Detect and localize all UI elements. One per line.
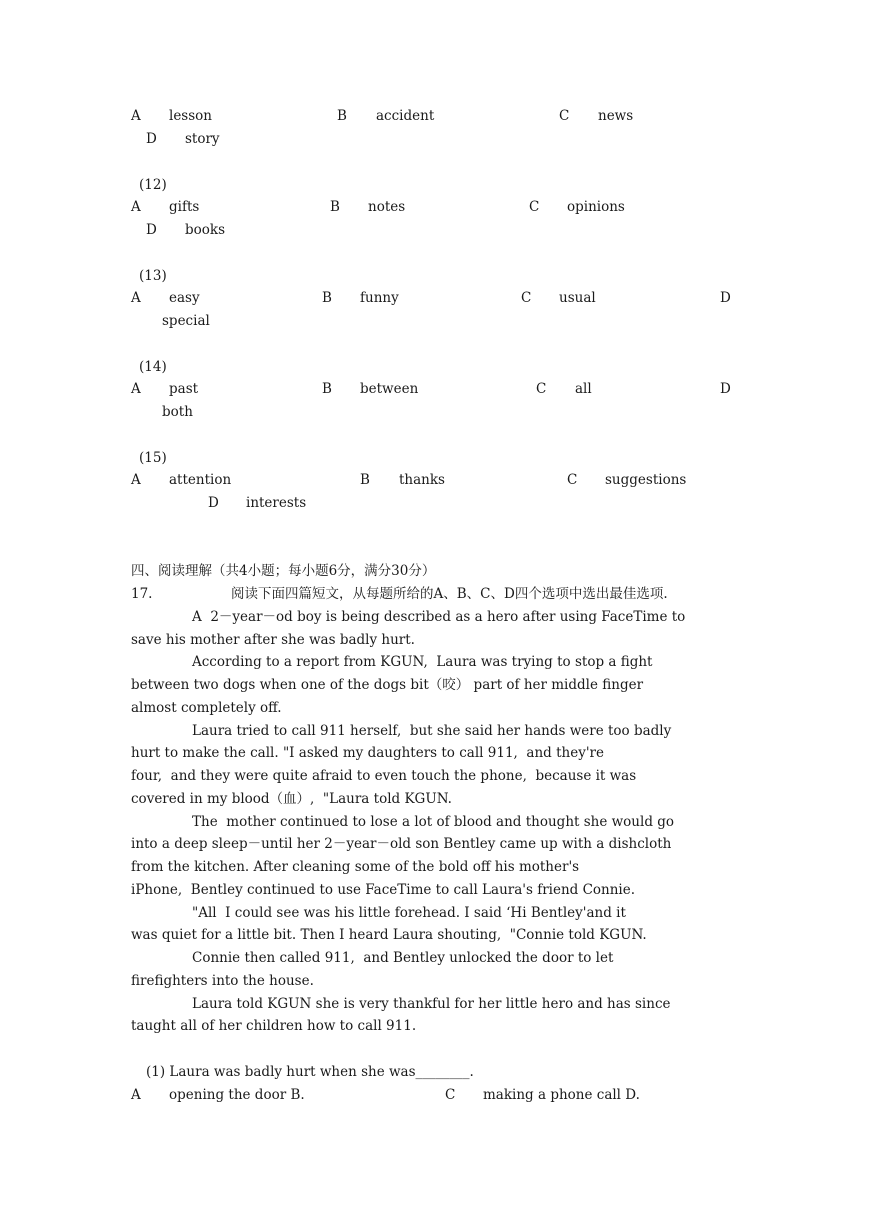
q13-option-c-text: usual	[559, 290, 596, 306]
q14-option-b-letter: B	[322, 381, 332, 397]
sub-question-1-option-c-letter: C	[445, 1087, 456, 1103]
q12-option-c-letter: C	[529, 199, 540, 215]
q14-option-c-letter: C	[536, 381, 547, 397]
q12-option-c-text: opinions	[567, 199, 625, 215]
q15-option-b-text: thanks	[399, 472, 445, 488]
q11-option-c-letter: C	[559, 108, 570, 124]
q14-option-d-text: both	[162, 404, 193, 420]
passage-line: four, and they were quite afraid to even touch the phone, because it was	[131, 768, 637, 784]
question-17-number: 17.	[131, 586, 153, 602]
q12-option-b-text: notes	[368, 199, 406, 215]
q15-option-b-letter: B	[360, 472, 370, 488]
q15-option-d-text: interests	[246, 495, 307, 511]
q11-option-d-text: story	[185, 131, 220, 147]
q11-option-d-letter: D	[146, 131, 157, 147]
q15-number: (15)	[139, 450, 167, 466]
q11-option-b-text: accident	[376, 108, 435, 124]
passage-line: hurt to make the call. "I asked my daughters to call 911, and they're	[131, 745, 604, 761]
passage-line: from the kitchen. After cleaning some of the bold off his mother's	[131, 859, 580, 875]
q13-option-b-letter: B	[322, 290, 332, 306]
q14-option-d-letter: D	[720, 381, 731, 397]
passage-line: The mother continued to lose a lot of blood and thought she would go	[192, 814, 675, 830]
q13-option-a-text: easy	[169, 290, 200, 306]
q12-option-d-text: books	[185, 222, 226, 238]
q14-option-c-text: all	[575, 381, 592, 397]
q11-option-a-letter: A	[131, 108, 141, 124]
sub-question-1-option-a-text: opening the door B.	[169, 1087, 305, 1103]
passage-line: firefighters into the house.	[131, 973, 314, 989]
q15-option-a-text: attention	[169, 472, 232, 488]
q15-option-c-letter: C	[567, 472, 578, 488]
passage-line: into a deep sleep－until her 2－year－old son Bentley came up with a dishcloth	[131, 836, 672, 852]
passage-line: covered in my blood（血）, "Laura told KGUN.	[131, 791, 452, 807]
passage-line: save his mother after she was badly hurt.	[131, 632, 415, 648]
q12-option-a-letter: A	[131, 199, 141, 215]
q12-option-a-text: gifts	[169, 199, 200, 215]
q14-option-a-text: past	[169, 381, 199, 397]
q14-option-a-letter: A	[131, 381, 141, 397]
q14-number: (14)	[139, 359, 167, 375]
q13-option-d-letter: D	[720, 290, 731, 306]
sub-question-1-option-a-letter: A	[131, 1087, 141, 1103]
passage-line: taught all of her children how to call 911.	[131, 1018, 417, 1034]
q13-option-b-text: funny	[360, 290, 399, 306]
section-heading: 四、阅读理解（共4小题；每小题6分，满分30分）	[131, 563, 436, 579]
passage-line: According to a report from KGUN, Laura was trying to stop a fight	[192, 654, 653, 670]
sub-question-1-option-c-text: making a phone call D.	[483, 1087, 640, 1103]
q11-option-b-letter: B	[337, 108, 347, 124]
passage-line: was quiet for a little bit. Then I heard Laura shouting, "Connie told KGUN.	[131, 927, 647, 943]
passage-line: Laura tried to call 911 herself, but she said her hands were too badly	[192, 723, 672, 739]
passage-line: "All I could see was his little forehead. I said ‘Hi Bentley'and it	[192, 905, 626, 921]
section-instruction: 阅读下面四篇短文，从每题所给的A、B、C、D四个选项中选出最佳选项.	[231, 586, 668, 602]
q15-option-a-letter: A	[131, 472, 141, 488]
passage-line: Connie then called 911, and Bentley unlocked the door to let	[192, 950, 614, 966]
passage-line: between two dogs when one of the dogs bit（咬） part of her middle finger	[131, 677, 644, 693]
q13-number: (13)	[139, 268, 167, 284]
sub-question-1-stem: (1) Laura was badly hurt when she was________.	[146, 1064, 474, 1080]
q12-option-d-letter: D	[146, 222, 157, 238]
q11-option-c-text: news	[598, 108, 634, 124]
q15-option-d-letter: D	[208, 495, 219, 511]
passage-line: almost completely off.	[131, 700, 282, 716]
q13-option-c-letter: C	[521, 290, 532, 306]
q12-number: (12)	[139, 177, 167, 193]
q11-option-a-text: lesson	[169, 108, 212, 124]
q14-option-b-text: between	[360, 381, 419, 397]
passage-line: iPhone, Bentley continued to use FaceTime to call Laura's friend Connie.	[131, 882, 636, 898]
q12-option-b-letter: B	[330, 199, 340, 215]
q13-option-d-text: special	[162, 313, 210, 329]
passage-line: A 2－year－od boy is being described as a hero after using FaceTime to	[192, 609, 686, 625]
q13-option-a-letter: A	[131, 290, 141, 306]
q15-option-c-text: suggestions	[605, 472, 687, 488]
passage-line: Laura told KGUN she is very thankful for her little hero and has since	[192, 996, 671, 1012]
